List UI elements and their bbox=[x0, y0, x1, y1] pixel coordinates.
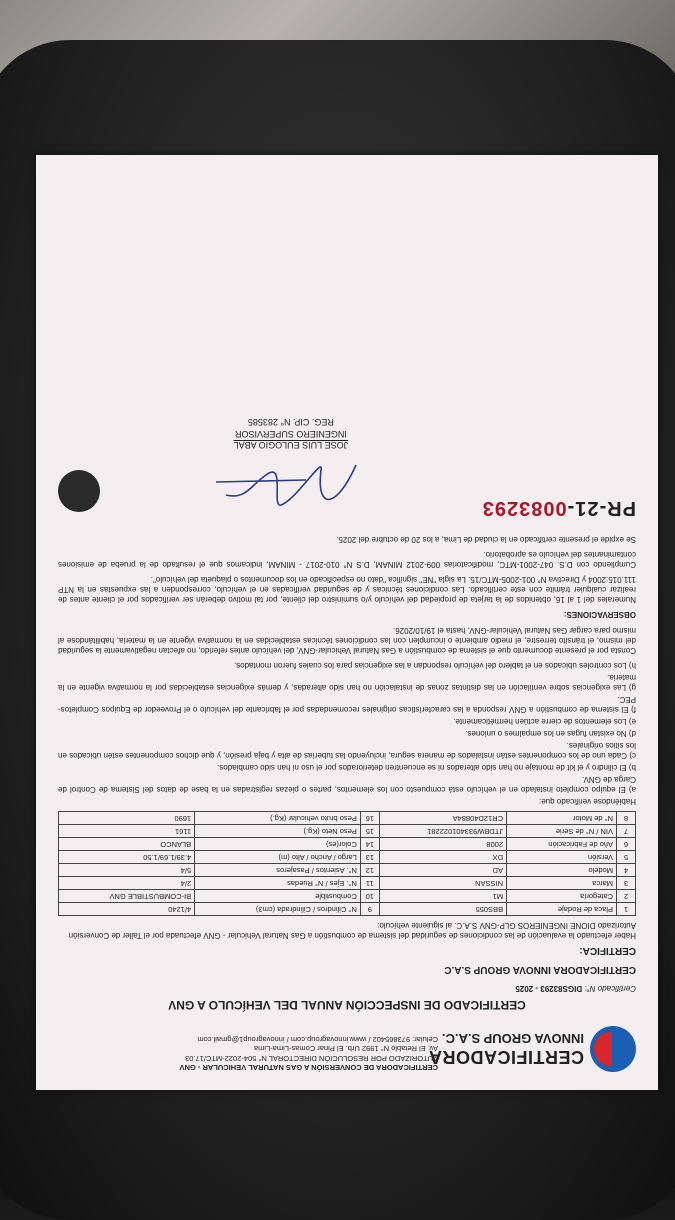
vehicle-table-cell: 9 bbox=[360, 903, 379, 916]
verification-item: b) El cilindro y el kit de montaje no han sido alterados ni se encuentren deteriorados por el uso ni han sido cambiados. bbox=[217, 763, 636, 772]
vehicle-table-cell: 12 bbox=[360, 864, 379, 877]
pr-prefix: PR-21- bbox=[566, 497, 636, 519]
signature-block bbox=[58, 400, 636, 520]
vehicle-table-row bbox=[59, 890, 636, 903]
issued-line: Se expide el presente certificado en la ciudad de Lima, a los 20 de octubre del 2025. bbox=[336, 535, 636, 544]
vehicle-table-row bbox=[59, 825, 636, 838]
compliance-paragraph: Cumpliendo con D.S. 047-2001-MTC, modificatorias 009-2012 MINAM, D.S N° 010-2017 - MINAM, indicamos que el resultado de la prueba de emisiones contaminantes del vehículo es aprobatorio. bbox=[58, 550, 636, 569]
signer-role: INGENIERO SUPERVISOR bbox=[234, 428, 347, 439]
vehicle-table-cell: 13 bbox=[360, 851, 379, 864]
vehicle-table-cell: Categoría bbox=[507, 890, 617, 903]
vehicle-table-cell: N°. Asientos / Pasajeros bbox=[195, 864, 361, 877]
vehicle-table-cell: Placa de Rodaje bbox=[507, 903, 617, 916]
vehicle-table-row bbox=[59, 903, 636, 916]
vehicle-table-row bbox=[59, 851, 636, 864]
vehicle-table-cell: BBS055 bbox=[379, 903, 506, 916]
vehicle-table-cell: 4/1240 bbox=[59, 903, 195, 916]
header-info-line4: Celular: 973865402 / www.innovagroup.com / innovagroup1@gmail.com bbox=[197, 1034, 438, 1044]
vehicle-table-cell: JTDBW933401022281 bbox=[379, 825, 506, 838]
vehicle-table-cell: 15 bbox=[360, 825, 379, 838]
vehicle-table-cell: 2008 bbox=[379, 838, 506, 851]
certifica-heading: CERTIFICA: bbox=[579, 945, 636, 957]
verification-item: h) Los controles ubicados en el tablero del vehículo respondan a las exigencias para los cuales fueron montados. bbox=[233, 661, 636, 670]
verification-item: e) Los elementos de cierre actúen herméticamente. bbox=[453, 717, 636, 726]
vehicle-table-cell: N°. Ejes / N° Ruedas bbox=[195, 877, 361, 890]
punch-hole bbox=[58, 470, 100, 512]
vehicle-table-cell: 2/4 bbox=[59, 877, 195, 890]
vehicle-table-cell: Color(es) bbox=[195, 838, 361, 851]
vehicle-table-row bbox=[59, 877, 636, 890]
vehicle-table-cell: Combustible bbox=[195, 890, 361, 903]
verification-item: d) No existan fugas en los empalmes o uniones. bbox=[465, 729, 636, 738]
vehicle-table-cell: 11 bbox=[360, 877, 379, 890]
vehicle-table-cell: 2 bbox=[617, 890, 636, 903]
observations-paragraph: Numerales del 1 al 16, obtenidos de la tarjeta de propiedad del vehículo y/o suministro del cliente, por tal motivo deberán ser verificados por el cliente antes de realizar cualquier trámite con este certificado. Las condiciones técnicas y de seguridad verificadas en el vehículo, corresponden a las expuestas en la NTP 111.015:2004 y Directiva N° 001-2005-MTC/15. La sigla "NE" significa "dato no especificado en los documentos o plaqueta del vehículo". bbox=[58, 575, 636, 604]
signer-reg: REG. CIP. N° 283585 bbox=[247, 417, 334, 428]
signer-info bbox=[176, 416, 406, 450]
signer-name: JOSE LUIS EULOGIO ABAL bbox=[233, 440, 349, 450]
vehicle-table-cell: 4.39/1.69/1.50 bbox=[59, 851, 195, 864]
vehicle-table-cell: 5 bbox=[617, 851, 636, 864]
vehicle-table-cell: Marca bbox=[507, 877, 617, 890]
verification-item: g) Las exigencias sobre ventilación en las distintas zonas de instalación no han sido alteradas, y demás exigencias establecidas por la normativa vigente en la materia. bbox=[58, 673, 636, 692]
company-logo bbox=[428, 1026, 636, 1072]
document-title: CERTIFICADO DE INSPECCIÓN ANUAL DEL VEHÍCULO A GNV bbox=[168, 998, 526, 1012]
logo-line2: INNOVA GROUP S.A.C. bbox=[441, 1030, 584, 1046]
pr-serial: 0083293 bbox=[481, 497, 567, 519]
vehicle-table-cell: M1 bbox=[379, 890, 506, 903]
certificate-number bbox=[58, 983, 636, 993]
vehicle-table-cell: Modelo bbox=[507, 864, 617, 877]
observations-heading: OBSERVACIONES: bbox=[563, 610, 636, 619]
vehicle-table-cell: CR12D40884A bbox=[379, 812, 506, 825]
verification-item: c) Cada uno de los componentes están instalados de manera segura, incluyendo las tuberías de alta y baja presión, y que dichos componentes estén ubicados en los sitios originales. bbox=[58, 741, 636, 760]
vehicle-table-cell: Peso bruto vehicular (Kg.) bbox=[195, 812, 361, 825]
certificate-header bbox=[58, 1026, 636, 1072]
vehicle-table-cell: 1690 bbox=[59, 812, 195, 825]
vehicle-table-cell: Peso Neto (Kg.) bbox=[195, 825, 361, 838]
vehicle-table-row bbox=[59, 864, 636, 877]
verification-item: f) El sistema de combustión a GNV responda a las características originales recomendadas por el fabricante del vehículo o el Proveedor de Equipos Completos-PEC. bbox=[58, 695, 636, 714]
cert-number: DIGS83293 - 2025 bbox=[515, 984, 583, 993]
ig-logo-icon bbox=[590, 1026, 636, 1072]
vehicle-table-cell: BLANCO bbox=[59, 838, 195, 851]
verification-list bbox=[58, 660, 636, 794]
cert-label: Certificado N°: bbox=[584, 984, 636, 993]
vehicle-table-cell: Año de Fabricación bbox=[507, 838, 617, 851]
vehicle-table-cell: Versión bbox=[507, 851, 617, 864]
certificate-document bbox=[36, 155, 658, 1090]
vehicle-table bbox=[58, 811, 636, 916]
company-name: CERTIFICADORA INNOVA GROUP S.A.C bbox=[444, 964, 636, 975]
header-info-line3: Av. El Retablo N° 1992 Urb. El Pinar Comas-Lima-Lima bbox=[253, 1044, 438, 1054]
vehicle-table-cell: VIN / N° de Serie bbox=[507, 825, 617, 838]
header-info bbox=[58, 1035, 438, 1073]
signature-area bbox=[176, 400, 406, 520]
vehicle-table-cell: 16 bbox=[360, 812, 379, 825]
vehicle-table-cell: 7 bbox=[617, 825, 636, 838]
vehicle-table-cell: NISSAN bbox=[379, 877, 506, 890]
verified-label: Habiéndose verificado que: bbox=[539, 797, 636, 806]
conclusion-paragraph: Consta por el presente documento que el sistema de combustión a Gas Natural Vehicular-GNV, del vehículo antes referido, no afectan negativamente la seguridad del mismo, el tránsito terrestre, el medio ambiente o incumplen con las condiciones técnicas establecidas en la normativa vigente en la materia, habilitándose al mismo para cargar Gas Natural Vehicular-GNV, hasta el 19/10/2026. bbox=[58, 626, 636, 655]
vehicle-table-cell: AD bbox=[379, 864, 506, 877]
vehicle-table-cell: N° Cilindros / Cilindrada (cm3) bbox=[195, 903, 361, 916]
vehicle-table-cell: N° de Motor bbox=[507, 812, 617, 825]
vehicle-table-cell: Largo / Ancho / Alto (m) bbox=[195, 851, 361, 864]
vehicle-table-row bbox=[59, 838, 636, 851]
vehicle-table-cell: 4 bbox=[617, 864, 636, 877]
vehicle-table-cell: 1 bbox=[617, 903, 636, 916]
header-info-line1: CERTIFICADORA DE CONVERSIÓN A GAS NATURAL VEHICULAR - GNV bbox=[179, 1063, 438, 1072]
vehicle-table-cell: 6 bbox=[617, 838, 636, 851]
vehicle-table-row bbox=[59, 812, 636, 825]
intro-paragraph: Haber efectuado la evaluación de las condiciones de seguridad del sistema de combustión a Gas Natural Vehicular - GNV efectuada por el Taller de Conversión Autorizado DIONE INGENIEROS GLP-GNV S.A.C. al siguiente vehículo: bbox=[68, 921, 636, 940]
vehicle-table-cell: 8 bbox=[617, 812, 636, 825]
vehicle-table-cell: 5/4 bbox=[59, 864, 195, 877]
header-info-line2: AUTORIZADO POR RESOLUCIÓN DIRECTORAL N° 504-2022-MTC/17.03 bbox=[185, 1053, 438, 1063]
vehicle-table-cell: DX bbox=[379, 851, 506, 864]
logo-line1: CERTIFICADORA bbox=[428, 1047, 584, 1068]
vehicle-table-cell: 14 bbox=[360, 838, 379, 851]
vehicle-table-cell: 3 bbox=[617, 877, 636, 890]
signature-scribble bbox=[206, 450, 366, 520]
verification-item: a) El equipo completo instalado en el vehículo está compuesto con los elementos, partes o piezas registradas en la base de datos del Sistema de Control de Carga de GNV. bbox=[58, 775, 636, 794]
pr-number bbox=[482, 495, 636, 520]
vehicle-table-cell: 10 bbox=[360, 890, 379, 903]
vehicle-table-cell: BI-COMBUSTIBLE GNV bbox=[59, 890, 195, 903]
vehicle-table-cell: 1161 bbox=[59, 825, 195, 838]
